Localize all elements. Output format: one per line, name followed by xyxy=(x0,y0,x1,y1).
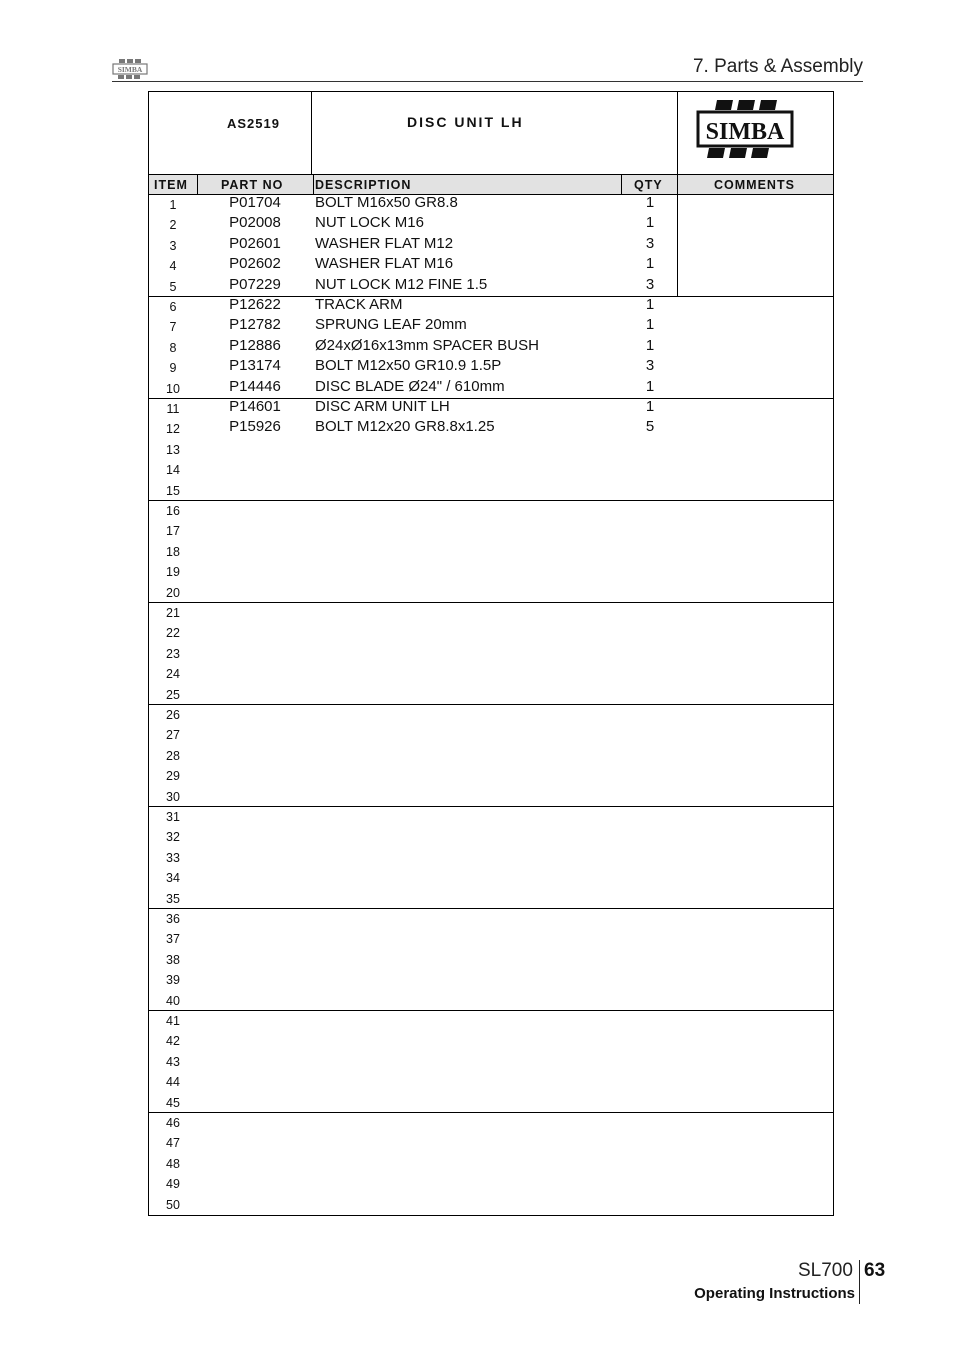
table-row xyxy=(149,949,833,969)
part-quantity: 1 xyxy=(645,377,655,395)
table-row xyxy=(149,337,833,357)
item-number: 46 xyxy=(166,1116,180,1130)
item-number: 23 xyxy=(166,646,180,661)
table-row xyxy=(149,357,833,377)
part-description: DISC ARM UNIT LH xyxy=(315,398,450,415)
table-row xyxy=(149,1092,833,1112)
item-number: 16 xyxy=(166,504,180,518)
part-number: P02601 xyxy=(229,234,281,252)
part-description: DISC BLADE Ø24" / 610mm xyxy=(315,377,505,395)
comments-column-divider xyxy=(677,194,678,296)
part-description: WASHER FLAT M16 xyxy=(315,255,454,273)
item-number: 33 xyxy=(166,850,180,865)
item-number: 6 xyxy=(169,300,177,314)
table-row xyxy=(149,235,833,255)
page-number: 63 xyxy=(864,1260,886,1281)
header-divider xyxy=(112,81,863,82)
item-number: 4 xyxy=(169,259,177,274)
table-row xyxy=(149,908,833,928)
item-number: 2 xyxy=(169,218,177,233)
table-row xyxy=(149,1030,833,1050)
item-number: 20 xyxy=(166,585,180,600)
item-number: 47 xyxy=(166,1136,180,1151)
table-row xyxy=(149,214,833,234)
part-quantity: 1 xyxy=(645,316,655,334)
table-row xyxy=(149,663,833,683)
part-description: Ø24xØ16x13mm SPACER BUSH xyxy=(315,336,539,354)
table-row xyxy=(149,439,833,459)
table-row xyxy=(149,316,833,336)
part-number: P02602 xyxy=(229,255,281,273)
part-quantity: 1 xyxy=(645,336,655,354)
part-quantity: 3 xyxy=(645,275,655,293)
item-number: 9 xyxy=(169,361,177,376)
item-number: 3 xyxy=(169,238,177,253)
item-number: 12 xyxy=(166,422,180,437)
table-row xyxy=(149,418,833,438)
parts-sheet xyxy=(148,91,834,1216)
table-row xyxy=(149,786,833,806)
table-row xyxy=(149,1153,833,1173)
simba-small-logo-icon xyxy=(112,59,148,79)
item-number: 1 xyxy=(169,198,177,212)
item-number: 5 xyxy=(169,279,177,294)
table-row xyxy=(149,969,833,989)
item-number: 18 xyxy=(166,544,180,559)
item-number: 38 xyxy=(166,952,180,967)
item-number: 21 xyxy=(166,606,180,620)
table-row xyxy=(149,888,833,908)
table-row xyxy=(149,643,833,663)
part-quantity: 1 xyxy=(645,398,655,415)
part-number: P14601 xyxy=(229,398,281,415)
title-block xyxy=(149,92,833,174)
part-description: BOLT M16x50 GR8.8 xyxy=(315,194,458,211)
item-number: 22 xyxy=(166,626,180,641)
part-quantity: 1 xyxy=(645,296,655,313)
table-row xyxy=(149,806,833,826)
part-description: NUT LOCK M12 FINE 1.5 xyxy=(315,275,488,293)
table-row xyxy=(149,480,833,500)
svg-text:SIMBA: SIMBA xyxy=(117,65,143,74)
table-row xyxy=(149,378,833,398)
table-row xyxy=(149,561,833,581)
table-row xyxy=(149,582,833,602)
item-number: 44 xyxy=(166,1075,180,1090)
column-description: DESCRIPTION xyxy=(315,178,412,192)
item-number: 49 xyxy=(166,1177,180,1192)
column-item: ITEM xyxy=(154,178,188,192)
part-quantity: 3 xyxy=(645,234,655,252)
part-description: SPRUNG LEAF 20mm xyxy=(315,316,467,334)
item-number: 25 xyxy=(166,687,180,702)
item-number: 42 xyxy=(166,1034,180,1049)
part-number: P12886 xyxy=(229,336,281,354)
table-row xyxy=(149,1132,833,1152)
simba-logo-icon xyxy=(695,98,795,162)
column-qty: QTY xyxy=(634,178,663,192)
table-row xyxy=(149,541,833,561)
item-number: 50 xyxy=(166,1197,180,1212)
column-header-row xyxy=(149,174,833,195)
table-row xyxy=(149,1112,833,1132)
table-row xyxy=(149,990,833,1010)
item-number: 26 xyxy=(166,708,180,722)
table-row xyxy=(149,684,833,704)
table-row xyxy=(149,745,833,765)
table-row xyxy=(149,296,833,316)
part-number: P12782 xyxy=(229,316,281,334)
part-number: P07229 xyxy=(229,275,281,293)
model-name: SL700 xyxy=(798,1260,853,1281)
part-number: P12622 xyxy=(229,296,281,313)
item-number: 15 xyxy=(166,483,180,498)
item-number: 27 xyxy=(166,728,180,743)
part-number: P01704 xyxy=(229,194,281,211)
part-quantity: 1 xyxy=(645,255,655,273)
item-number: 31 xyxy=(166,810,180,824)
footer-subtitle: Operating Instructions xyxy=(694,1285,855,1302)
part-number: P13174 xyxy=(229,357,281,375)
footer-divider xyxy=(859,1260,860,1304)
item-number: 14 xyxy=(166,463,180,478)
item-number: 40 xyxy=(166,993,180,1008)
part-quantity: 3 xyxy=(645,357,655,375)
part-description: WASHER FLAT M12 xyxy=(315,234,454,252)
table-row xyxy=(149,704,833,724)
table-row xyxy=(149,1010,833,1030)
table-row xyxy=(149,765,833,785)
item-number: 28 xyxy=(166,748,180,763)
assembly-name: DISC UNIT LH xyxy=(407,114,524,130)
table-row xyxy=(149,1173,833,1193)
table-row xyxy=(149,724,833,744)
table-row xyxy=(149,1051,833,1071)
column-part-no: PART NO xyxy=(221,178,284,192)
item-number: 29 xyxy=(166,769,180,784)
item-number: 10 xyxy=(166,381,180,396)
part-description: BOLT M12x50 GR10.9 1.5P xyxy=(315,357,502,375)
item-number: 30 xyxy=(166,789,180,804)
part-description: TRACK ARM xyxy=(315,296,403,313)
item-number: 24 xyxy=(166,667,180,682)
item-number: 11 xyxy=(166,402,180,416)
table-row xyxy=(149,276,833,296)
item-number: 19 xyxy=(166,565,180,580)
item-number: 41 xyxy=(166,1014,180,1028)
item-number: 35 xyxy=(166,891,180,906)
item-number: 34 xyxy=(166,871,180,886)
table-row xyxy=(149,520,833,540)
table-row xyxy=(149,1071,833,1091)
table-row xyxy=(149,867,833,887)
part-quantity: 1 xyxy=(645,194,655,211)
column-comments: COMMENTS xyxy=(714,178,795,192)
table-row xyxy=(149,500,833,520)
item-number: 7 xyxy=(169,320,177,335)
svg-text:SIMBA: SIMBA xyxy=(705,119,785,145)
item-number: 32 xyxy=(166,830,180,845)
item-number: 43 xyxy=(166,1054,180,1069)
item-number: 48 xyxy=(166,1156,180,1171)
table-row xyxy=(149,398,833,418)
part-description: BOLT M12x20 GR8.8x1.25 xyxy=(315,418,495,436)
table-row xyxy=(149,928,833,948)
part-description: NUT LOCK M16 xyxy=(315,214,424,232)
assembly-number: AS2519 xyxy=(227,116,280,131)
item-number: 37 xyxy=(166,932,180,947)
table-row xyxy=(149,622,833,642)
item-number: 45 xyxy=(166,1095,180,1110)
item-number: 39 xyxy=(166,973,180,988)
section-title: 7. Parts & Assembly xyxy=(692,56,863,77)
item-number: 8 xyxy=(169,340,177,355)
table-row xyxy=(149,255,833,275)
part-number: P14446 xyxy=(229,377,281,395)
part-number: P02008 xyxy=(229,214,281,232)
part-number: P15926 xyxy=(229,418,281,436)
table-row xyxy=(149,194,833,214)
table-row xyxy=(149,459,833,479)
item-number: 13 xyxy=(166,442,180,457)
table-row xyxy=(149,602,833,622)
table-row xyxy=(149,826,833,846)
part-quantity: 1 xyxy=(645,214,655,232)
table-row xyxy=(149,847,833,867)
part-quantity: 5 xyxy=(645,418,655,436)
item-number: 36 xyxy=(166,912,180,926)
table-row xyxy=(149,1194,833,1214)
item-number: 17 xyxy=(166,524,180,539)
